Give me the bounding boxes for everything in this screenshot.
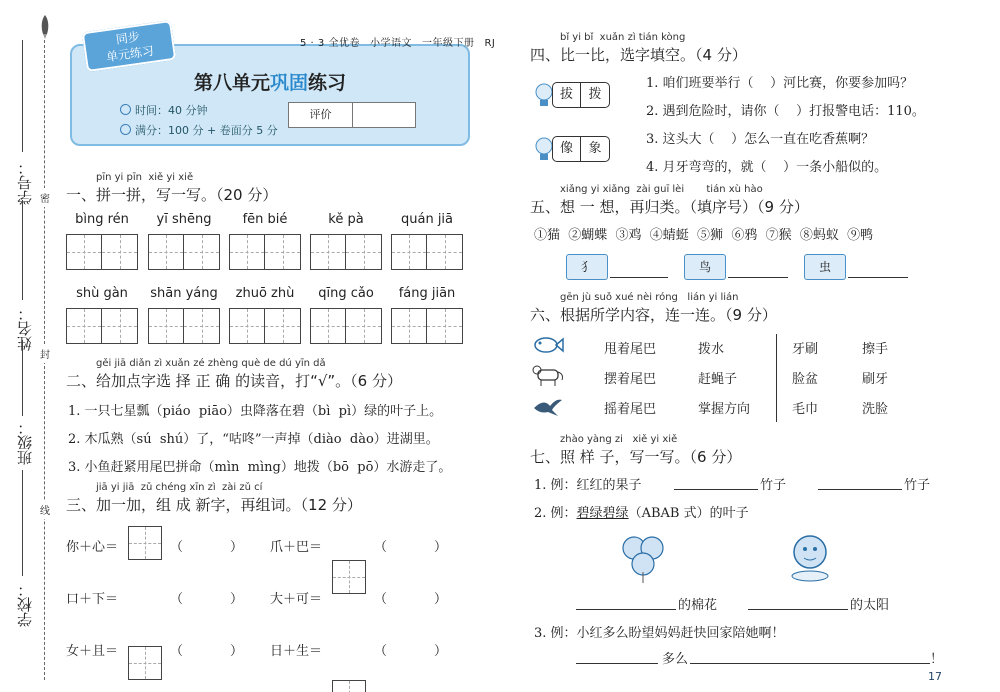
s1-word: bìng rén [75, 212, 129, 227]
s1-word: yī shēng [156, 212, 212, 227]
answer-line[interactable] [690, 648, 930, 664]
lightbulb-icon [534, 136, 554, 162]
s3-right-eq: 大＋可＝ [270, 592, 323, 607]
writing-grid[interactable] [391, 234, 463, 270]
s4-item[interactable]: 1. 咱们班要举行（ ）河比赛，你要参加吗？ [646, 76, 914, 91]
answer-line[interactable] [848, 262, 908, 278]
page-number: 17 [928, 670, 942, 683]
check-icon [120, 124, 131, 135]
sync-unit-badge: 同步 单元练习 [82, 20, 177, 72]
s7-ex1-tail: 竹子 [760, 478, 787, 493]
series-grade: 一年级下册 [421, 38, 475, 49]
class-label: 班级： [16, 420, 34, 465]
swallow-icon [532, 394, 564, 418]
s2-item[interactable]: 3. 小鱼赶紧用尾巴拼命（mìn mìng）地拨（bō pō）水游走了。 [68, 460, 452, 475]
match-col4[interactable]: 擦手 [862, 342, 889, 357]
radical-box: 鸟 [684, 254, 726, 280]
answer-line[interactable] [748, 594, 848, 610]
paren-close[interactable]: ） [434, 592, 448, 607]
paren-close[interactable]: ） [230, 540, 244, 555]
paren-open: （ [170, 592, 184, 607]
writing-grid[interactable] [229, 308, 301, 344]
writing-grid[interactable] [310, 308, 382, 344]
s3-left-eq: 女＋且＝ [66, 644, 119, 659]
s3-left-eq: 你＋心＝ [66, 540, 119, 555]
writing-grid[interactable] [148, 234, 220, 270]
paren-open: （ [374, 592, 388, 607]
s3-pinyin: jiā yi jiā zǔ chéng xīn zì zài zǔ cí [96, 482, 263, 493]
paren-open: （ [170, 540, 184, 555]
writing-grid[interactable] [148, 308, 220, 344]
match-col2[interactable]: 拨水 [698, 342, 725, 357]
name-label: 姓名： [16, 306, 34, 351]
match-col3[interactable]: 毛巾 [792, 402, 819, 417]
series-subject: 小学语文 [369, 38, 412, 49]
char-box[interactable] [332, 560, 366, 594]
series-info [300, 34, 505, 49]
paren-open: （ [374, 644, 388, 659]
s7-title: 七、照 样 子，写一写。（6 分） [530, 448, 742, 466]
s7-example3: 3. 例：小红多么盼望妈妈赶快回家陪她啊！ [534, 626, 785, 641]
student-number-label: 学号： [16, 160, 34, 205]
s1-word: qīng cǎo [318, 286, 374, 301]
char-box[interactable] [128, 646, 162, 680]
answer-line[interactable] [576, 594, 676, 610]
series-edition: RJ [484, 38, 496, 49]
char-pair-xiang: 像 象 [552, 136, 610, 162]
s7-ex1-tail: 竹子 [904, 478, 931, 493]
match-col2[interactable]: 赶蝇子 [698, 372, 738, 387]
student-number-field[interactable] [22, 40, 23, 152]
s7-exclamation: ！ [930, 652, 944, 667]
writing-grid[interactable] [66, 308, 138, 344]
char-pair-ba: 拔 拨 [552, 82, 610, 108]
writing-grid[interactable] [310, 234, 382, 270]
rocket-icon [38, 14, 52, 40]
paren-open: （ [170, 644, 184, 659]
s6-pinyin: gēn jù suǒ xué nèi róng lián yi lián [560, 292, 739, 303]
answer-line[interactable] [728, 262, 788, 278]
s1-title: 一、拼一拼，写一写。（20 分） [66, 186, 278, 204]
seal-mi: 密 [40, 188, 50, 207]
s5-title: 五、想 一 想，再归类。（填序号）（9 分） [530, 198, 809, 216]
time-info: 时间：40 分钟 [120, 102, 208, 118]
s3-left-eq: 口＋下＝ [66, 592, 119, 607]
s1-word: shù gàn [76, 286, 128, 301]
fish-icon [532, 334, 564, 356]
clock-icon [120, 104, 131, 115]
match-col3[interactable]: 脸盆 [792, 372, 819, 387]
s3-title: 三、加一加，组 成 新字，再组词。（12 分） [66, 496, 362, 514]
s7-example2: 2. 例：碧绿碧绿（ABAB 式）的叶子 [534, 506, 749, 521]
cotton-label: 的棉花 [678, 598, 718, 613]
s6-title: 六、根据所学内容，连一连。（9 分） [530, 306, 777, 324]
answer-line[interactable] [610, 262, 668, 278]
match-col4[interactable]: 洗脸 [862, 402, 889, 417]
evaluation-label: 评价 [289, 103, 353, 127]
paren-open: （ [374, 540, 388, 555]
s2-title: 二、给加点字选 择 正 确 的读音，打“√”。（6 分） [66, 372, 402, 390]
evaluation-field[interactable] [353, 103, 415, 127]
s4-item[interactable]: 4. 月牙弯弯的，就（ ）一条小船似的。 [646, 160, 888, 175]
s3-right-eq: 爪＋巴＝ [270, 540, 323, 555]
s7-pinyin: zhào yàng zi xiě yi xiě [560, 434, 678, 445]
match-col1[interactable]: 甩着尾巴 [604, 342, 657, 357]
sun-label: 的太阳 [850, 598, 890, 613]
s1-word: kě pà [328, 212, 364, 227]
radical-box: 虫 [804, 254, 846, 280]
sun-icon [784, 528, 836, 584]
writing-grid[interactable] [391, 308, 463, 344]
school-label: 学校： [16, 582, 34, 627]
match-col3[interactable]: 牙刷 [792, 342, 819, 357]
cotton-icon [618, 528, 668, 584]
lightbulb-icon [534, 82, 554, 108]
s5-options: ①猫 ②蝴蝶 ③鸡 ④蜻蜓 ⑤狮 ⑥鸦 ⑦猴 ⑧蚂蚁 ⑨鸭 [534, 228, 874, 243]
char-box[interactable] [332, 680, 366, 692]
paren-close[interactable]: ） [230, 644, 244, 659]
s5-pinyin: xiǎng yi xiǎng zài guī lèi tián xù hào [560, 184, 763, 195]
writing-grid[interactable] [229, 234, 301, 270]
s1-pinyin: pīn yi pīn xiě yi xiě [96, 172, 194, 183]
match-col2[interactable]: 掌握方向 [698, 402, 751, 417]
s4-item[interactable]: 3. 这头大（ ）怎么一直在吃香蕉啊？ [646, 132, 875, 147]
name-field[interactable] [22, 200, 23, 300]
page-title: 第八单元巩固练习 [193, 72, 347, 94]
answer-line[interactable] [818, 474, 902, 490]
match-divider [776, 334, 777, 422]
radical-box: 犭 [566, 254, 608, 280]
s4-title: 四、比一比，选字填空。（4 分） [530, 46, 747, 64]
writing-grid[interactable] [66, 234, 138, 270]
match-col1[interactable]: 摇着尾巴 [604, 402, 657, 417]
paren-close[interactable]: ） [230, 592, 244, 607]
s3-right-eq: 日＋生＝ [270, 644, 323, 659]
paren-close[interactable]: ） [434, 644, 448, 659]
s1-word: fēn bié [242, 212, 288, 227]
s1-word: quán jiā [400, 212, 454, 227]
s2-item[interactable]: 2. 木瓜熟（sú shú）了，“咕咚”一声掉（diào dào）进湖里。 [68, 432, 439, 447]
s7-example1: 1. 例：红红的果子 [534, 478, 642, 493]
s1-word: fáng jiān [398, 286, 456, 301]
char-box[interactable] [128, 526, 162, 560]
answer-line[interactable] [674, 474, 758, 490]
cow-icon [532, 362, 566, 388]
s1-word: zhuō zhù [235, 286, 295, 301]
s1-word: shān yáng [150, 286, 218, 301]
match-col1[interactable]: 摆着尾巴 [604, 372, 657, 387]
s2-item[interactable]: 1. 一只七星瓢（piáo piāo）虫降落在碧（bì pì）绿的叶子上。 [68, 404, 443, 419]
answer-line[interactable] [576, 648, 658, 664]
class-field[interactable] [22, 340, 23, 416]
seal-feng: 封 [40, 344, 50, 363]
paren-close[interactable]: ） [434, 540, 448, 555]
s4-pinyin: bǐ yi bǐ xuǎn zì tián kòng [560, 32, 686, 43]
evaluation-box [288, 102, 416, 128]
school-field[interactable] [22, 470, 23, 576]
seal-xian: 线 [40, 500, 50, 519]
series-brand: 5 · 3 全优卷 [300, 38, 360, 49]
score-info: 满分：100 分 + 卷面分 5 分 [120, 122, 278, 138]
s2-pinyin: gěi jiā diǎn zì xuǎn zé zhèng què de dú yīn dǎ [96, 358, 326, 369]
match-col4[interactable]: 刷牙 [862, 372, 889, 387]
s7-duome: 多么 [662, 652, 689, 667]
s4-item[interactable]: 2. 遇到危险时，请你（ ）打报警电话：110。 [646, 104, 925, 119]
